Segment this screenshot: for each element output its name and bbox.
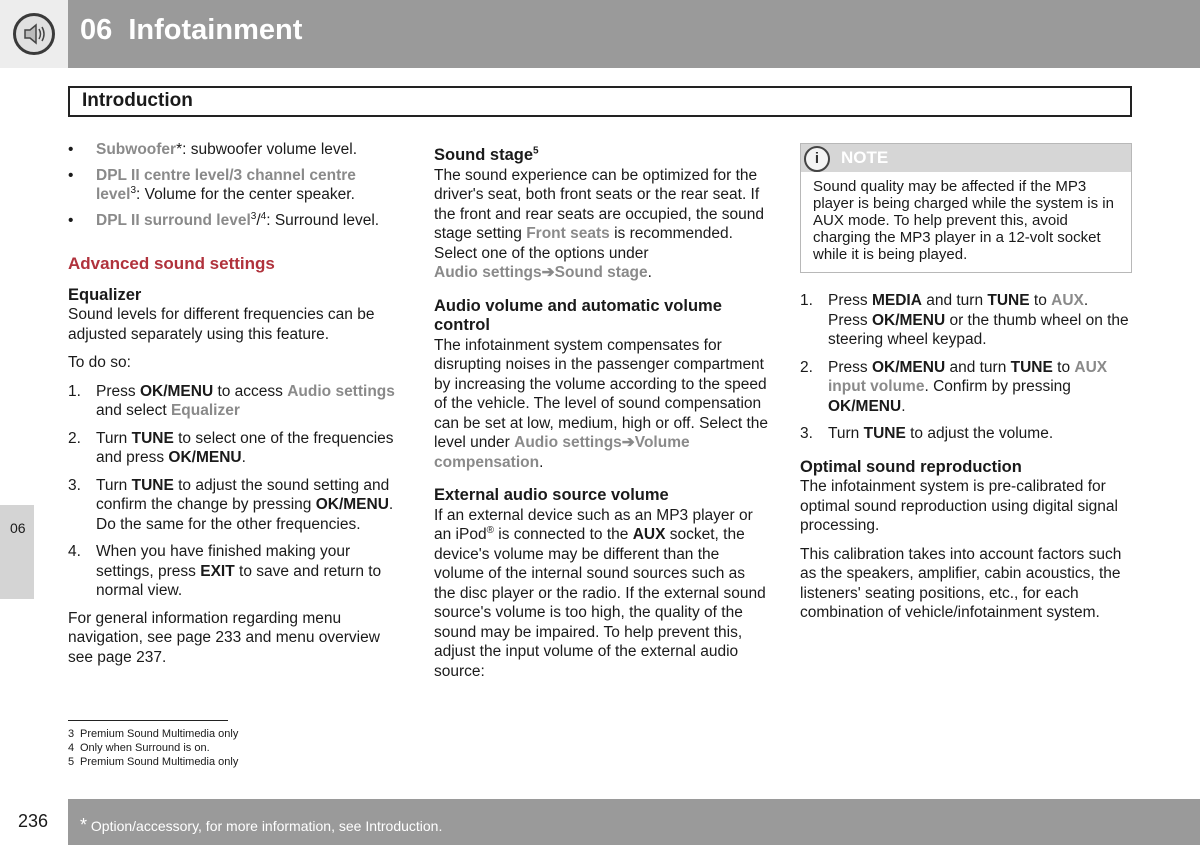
link-aux-input-volume[interactable]: AUX input volume [828,358,1108,395]
section-header [68,86,1132,117]
chapter-title: 06 Infotainment [80,14,303,46]
footnote-ref: 5 [533,145,539,157]
link-dpl-centre-level[interactable]: DPL II centre level/3 channel centre level [96,166,356,203]
footnote: 5 Premium Sound Multimedia only [68,756,239,768]
paragraph: The sound experience can be optimized for the driver's seat, both front seats or the rear seat. If the front and rear seats are occupied, the sound stage setting Front seats is recommended. Select one of the options under Audio settings➔Sound stage. [434,166,765,281]
footnotes [68,727,238,769]
column-2 [434,146,769,690]
paragraph: If an external device such as an MP3 player or an iPod® is connected to the AUX socket, the device's volume may be different than the volume of the internal sound sources such as the disc player or the radio. If the external sound source's volume is too high, the quality of the sound may be impaired. To help prevent this, adjust the input volume of the external audio source: [434,506,766,680]
paragraph: For general information regarding menu navigation, see page 233 and menu overview see page 237. [68,609,380,666]
paragraph: The infotainment system is pre-calibrated for optimal sound reproduction using digital signal processing. [800,478,1118,534]
paragraph: Sound levels for different frequencies can be adjusted separately using this feature. [68,306,375,343]
list-item: • Subwoofer*: subwoofer volume level. [68,141,358,158]
heading-audio-volume: Audio volume and automatic volume control [434,296,722,334]
note-text: Sound quality may be affected if the MP3 player is being charged while the system is in AUX mode. To help prevent this, avoid charging the MP3 player in a 12-volt socket while it is being played. [813,178,1114,263]
list-item: 4. When you have finished making your settings, press EXIT to save and return to normal view. [68,543,382,599]
link-dpl-surround-level[interactable]: DPL II surround level [96,211,251,229]
footer-text: * Option/accessory, for more information, see Introduction. [80,815,443,835]
column-3 [800,143,1130,632]
link-aux[interactable]: AUX [1051,292,1084,309]
paragraph: To do so: [68,354,131,371]
footnote-divider [68,720,228,721]
page-number: 236 [18,811,49,831]
heading-advanced-sound: Advanced sound settings [68,254,275,273]
footnote-ref: 4 [260,210,267,222]
link-front-seats[interactable]: Front seats [526,225,610,242]
heading-external-audio: External audio source volume [434,486,669,504]
menu-path[interactable]: Audio settings➔Volume compensation [434,434,690,471]
footnote-ref: 3 [250,210,257,222]
speaker-icon [13,13,55,55]
menu-path[interactable]: Audio settings➔Sound stage [434,264,648,281]
heading-sound-stage: Sound stage$^5$ [434,145,539,164]
list-item: 3. Turn TUNE to adjust the volume. [800,425,1054,442]
list-item: 2. Turn TUNE to select one of the frequencies and press OK/MENU. [68,429,394,466]
list-item: 2. Press OK/MENU and turn TUNE to AUX input volume. Confirm by pressing OK/MENU. [800,358,1108,415]
list-item: • DPL II centre level/3 channel centre level$^3$: Volume for the center speaker. [68,166,356,203]
chapter-side-tab [0,505,34,599]
column-1 [68,140,398,676]
info-icon: i [804,146,830,172]
link-subwoofer[interactable]: Subwoofer [96,141,177,158]
list-item: 1. Press MEDIA and turn TUNE to AUX. Press OK/MENU or the thumb wheel on the steering wheel keypad. [800,292,1129,348]
link-audio-settings[interactable]: Audio settings [287,382,395,400]
bullet: • [68,141,74,158]
bullet: • [68,211,74,229]
footnote: 4 Only when Surround is on. [68,742,210,754]
footnote: 3 Premium Sound Multimedia only [68,728,239,740]
arrow-icon: ➔ [541,264,555,281]
list-item: • DPL II surround level$^3$/$^4$: Surround level. [68,210,380,229]
arrow-icon: ➔ [621,434,635,451]
section-title: Introduction [82,90,193,111]
chapter-icon-box [0,0,68,68]
bullet: • [68,166,74,184]
side-tab-label: 06 [10,520,26,536]
note-label: NOTE [841,148,889,167]
footnote-ref: 3 [130,184,137,196]
note-header [801,144,1131,172]
note-box [800,143,1132,273]
link-equalizer[interactable]: Equalizer [170,402,240,419]
list-item: 3. Turn TUNE to adjust the sound setting and confirm the change by pressing OK/MENU. Do the same for the other frequencies. [68,476,394,533]
heading-optimal-sound: Optimal sound reproduction [800,457,1022,476]
list-item: 1. Press OK/MENU to access Audio settings and select Equalizer [68,382,395,419]
paragraph: This calibration takes into account factors such as the speakers, amplifier, cabin acoustics, the listeners' seating positions, etc., for each combination of vehicle/infotainment system. [800,545,1122,621]
paragraph: The infotainment system compensates for disrupting noises in the passenger compartment by increasing the volume according to the speed of the vehicle. The level of sound compensation can be set at low, medium, high or off. Select the level under Audio settings➔Volume compensation. [434,336,769,471]
heading-equalizer: Equalizer [68,285,142,304]
